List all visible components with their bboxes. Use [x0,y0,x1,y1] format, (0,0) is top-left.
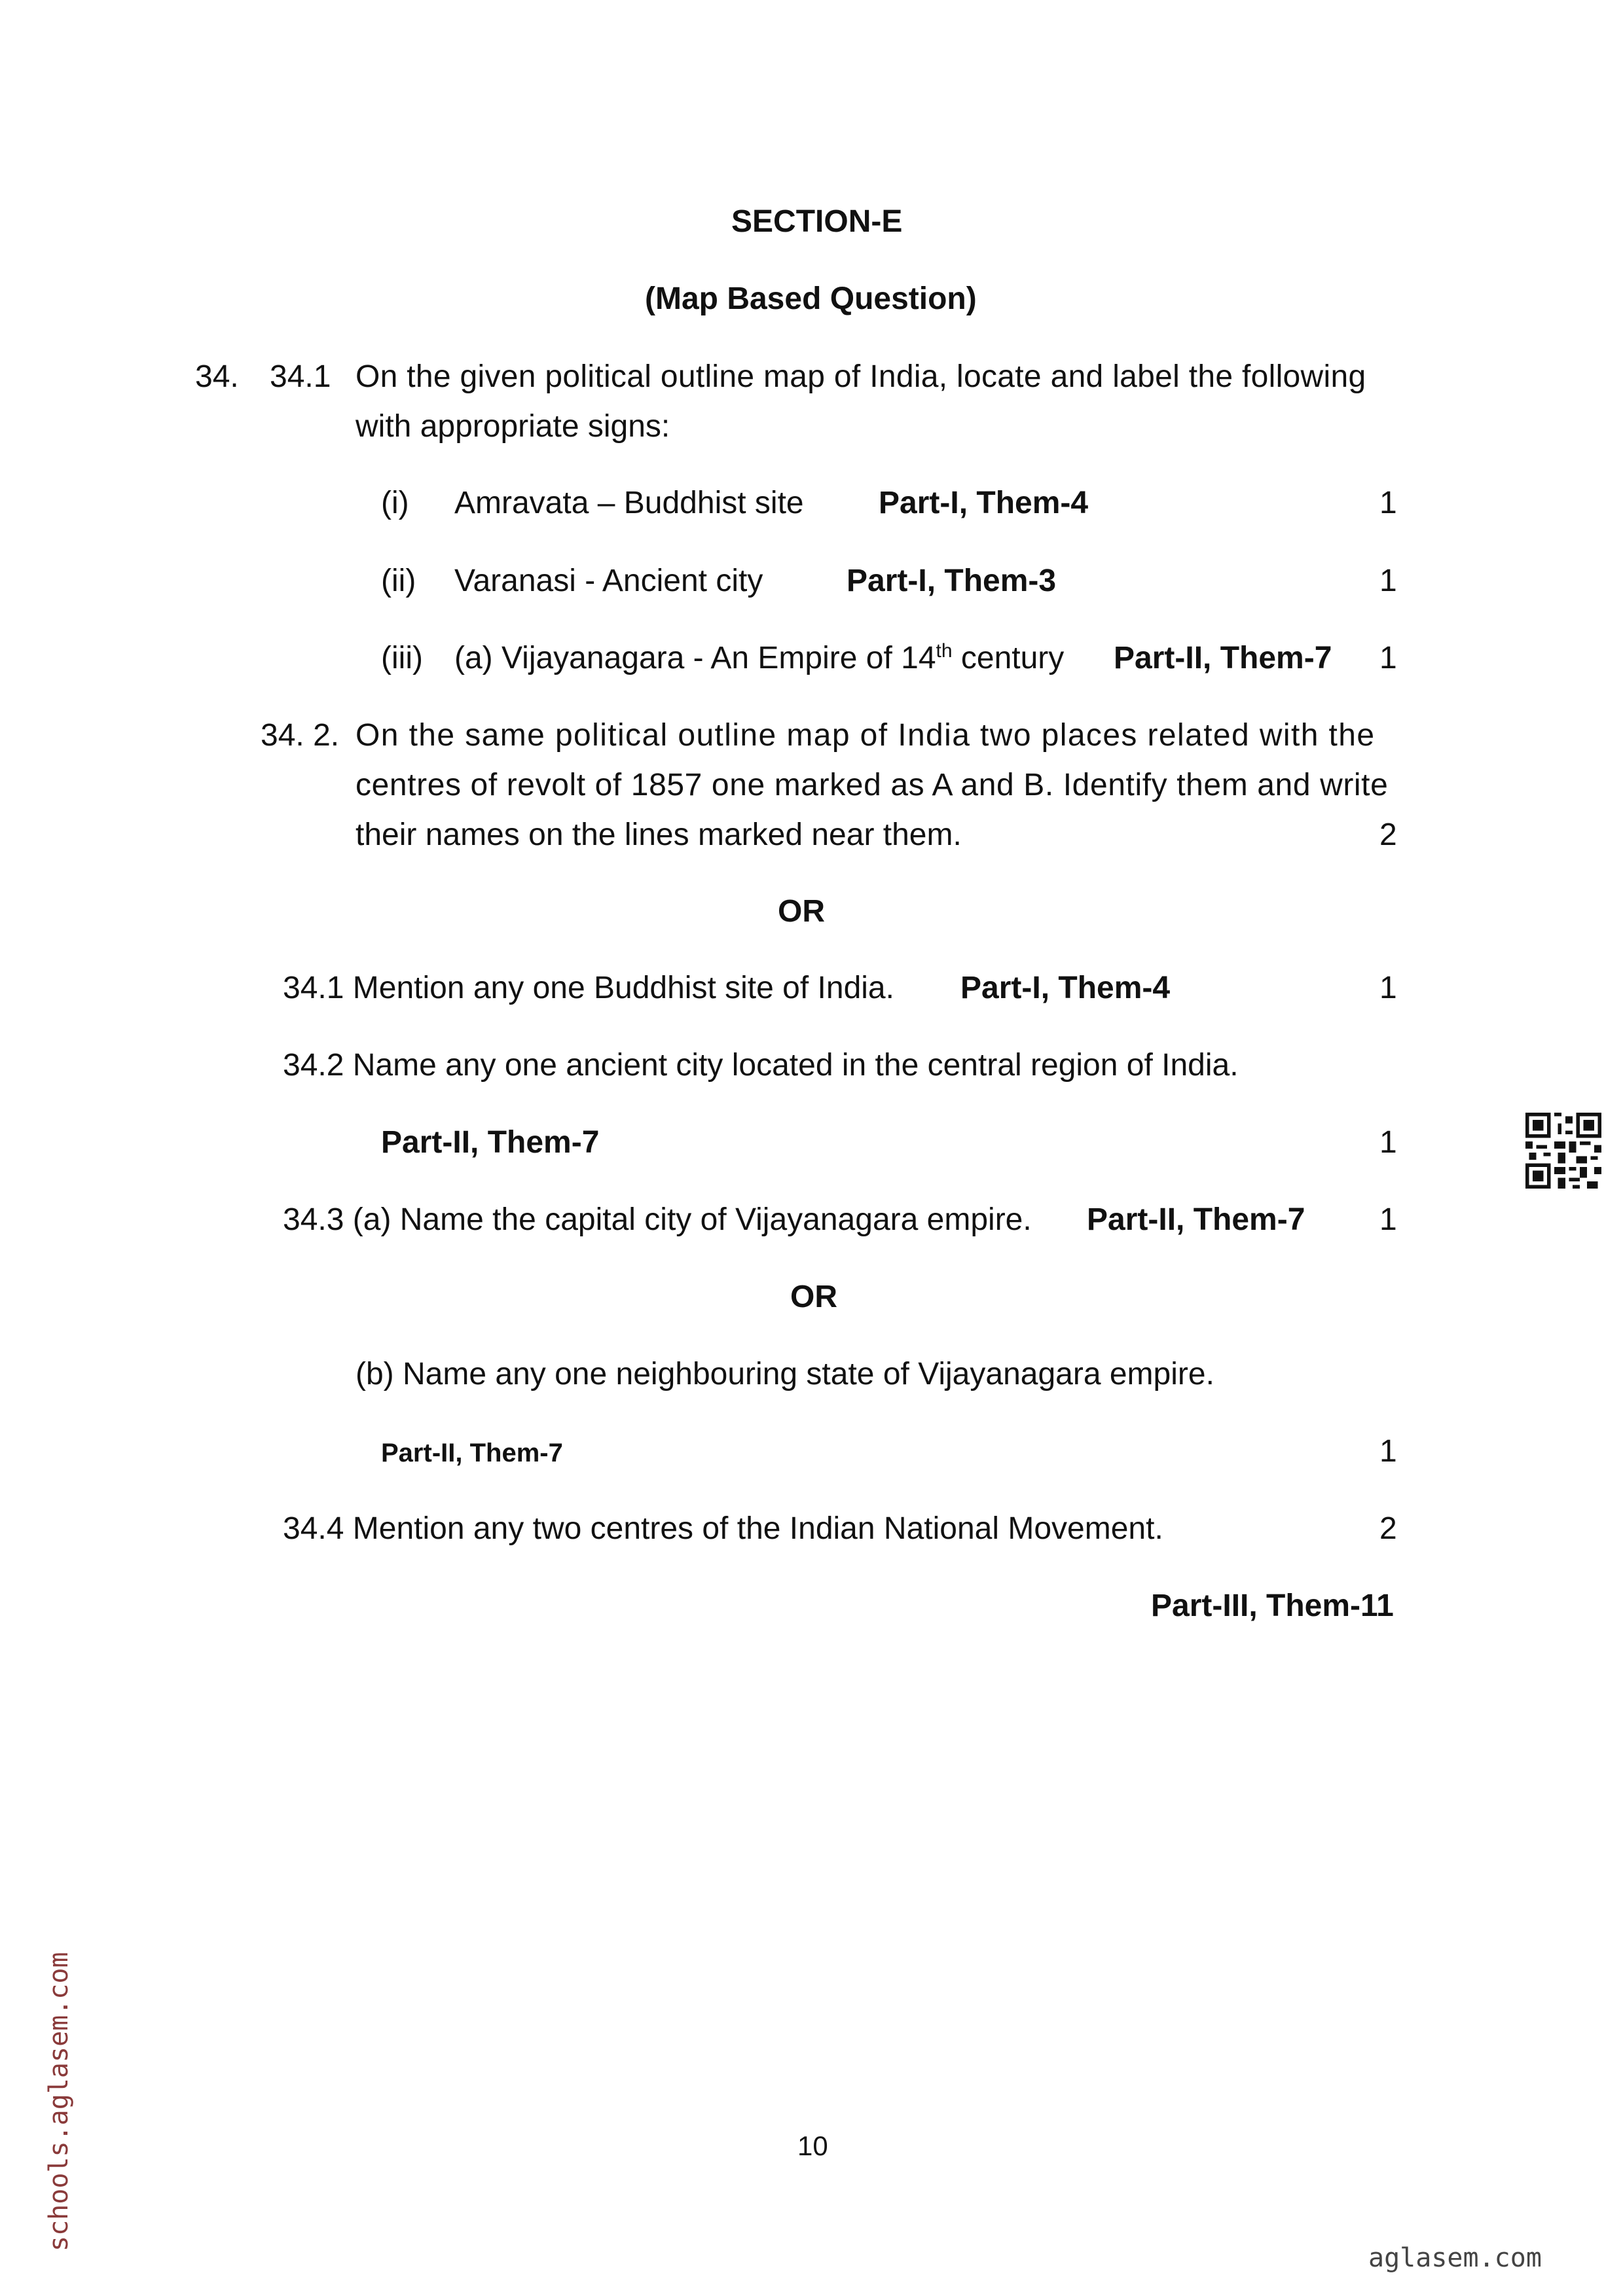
or-separator-2: OR [790,1280,837,1314]
subquestion-number-34-1: 34.1 [270,359,331,394]
item-marks-i: 1 [1379,486,1397,520]
alt-question-4-marks: 2 [1379,1511,1397,1546]
item-number-iii: (iii) [381,641,423,675]
alt-question-1-marks: 1 [1379,971,1397,1005]
item-text-iii-suffix: century [952,641,1065,675]
alt-question-3a: 34.3 (a) Name the capital city of Vijayanagara empire. [283,1202,1032,1237]
alt-question-2-ref: Part-II, Them-7 [381,1125,600,1160]
subquestion-text-line-1: On the given political outline map of India, locate and label the following [356,359,1366,394]
alt-question-3b-ref: Part-II, Them-7 [381,1439,563,1467]
item-marks-iii: 1 [1379,641,1397,675]
item-ref-iii: Part-II, Them-7 [1114,641,1332,675]
alt-question-3a-ref: Part-II, Them-7 [1087,1202,1305,1237]
item-text-i: Amravata – Buddhist site [454,486,804,520]
or-separator: OR [778,894,825,929]
alt-question-4-ref: Part-III, Them-11 [1151,1588,1394,1623]
item-number-ii: (ii) [381,564,416,598]
item-text-ii: Varanasi - Ancient city [454,564,763,598]
alt-question-3b: (b) Name any one neighbouring state of Vijayanagara empire. [356,1357,1214,1391]
subquestion-number-34-2: 34. 2. [261,718,340,753]
alt-question-1-ref: Part-I, Them-4 [960,971,1171,1005]
item-text-iii-superscript: th [936,640,953,662]
subquestion-34-2-line-1: On the same political outline map of India two places related with the [356,718,1376,753]
alt-question-4: 34.4 Mention any two centres of the Indian National Movement. [283,1511,1163,1546]
question-number: 34. [195,359,239,394]
section-title: SECTION-E [731,204,903,239]
subquestion-text-line-2: with appropriate signs: [356,409,670,444]
item-ref-ii: Part-I, Them-3 [847,564,1057,598]
item-text-iii [454,640,1065,675]
section-subtitle: (Map Based Question) [645,281,977,316]
corner-watermark: aglasem.com [1368,2243,1542,2273]
alt-question-3b-marks: 1 [1379,1434,1397,1469]
alt-question-3a-marks: 1 [1379,1202,1397,1237]
qr-code-icon [1525,1113,1601,1189]
side-watermark: schools.aglasem.com [44,1952,74,2251]
item-text-iii-main: (a) Vijayanagara - An Empire of 14 [454,641,936,675]
item-ref-i: Part-I, Them-4 [879,486,1089,520]
item-marks-ii: 1 [1379,564,1397,598]
item-number-i: (i) [381,486,409,520]
alt-question-2: 34.2 Name any one ancient city located in the central region of India. [283,1048,1239,1083]
subquestion-34-2-line-2: centres of revolt of 1857 one marked as A and B. Identify them and write [356,768,1389,802]
subquestion-34-2-marks: 2 [1379,817,1397,852]
subquestion-34-2-line-3: their names on the lines marked near them. [356,817,962,852]
alt-question-1: 34.1 Mention any one Buddhist site of India. [283,971,894,1005]
page-number: 10 [797,2130,828,2161]
alt-question-2-marks: 1 [1379,1125,1397,1160]
